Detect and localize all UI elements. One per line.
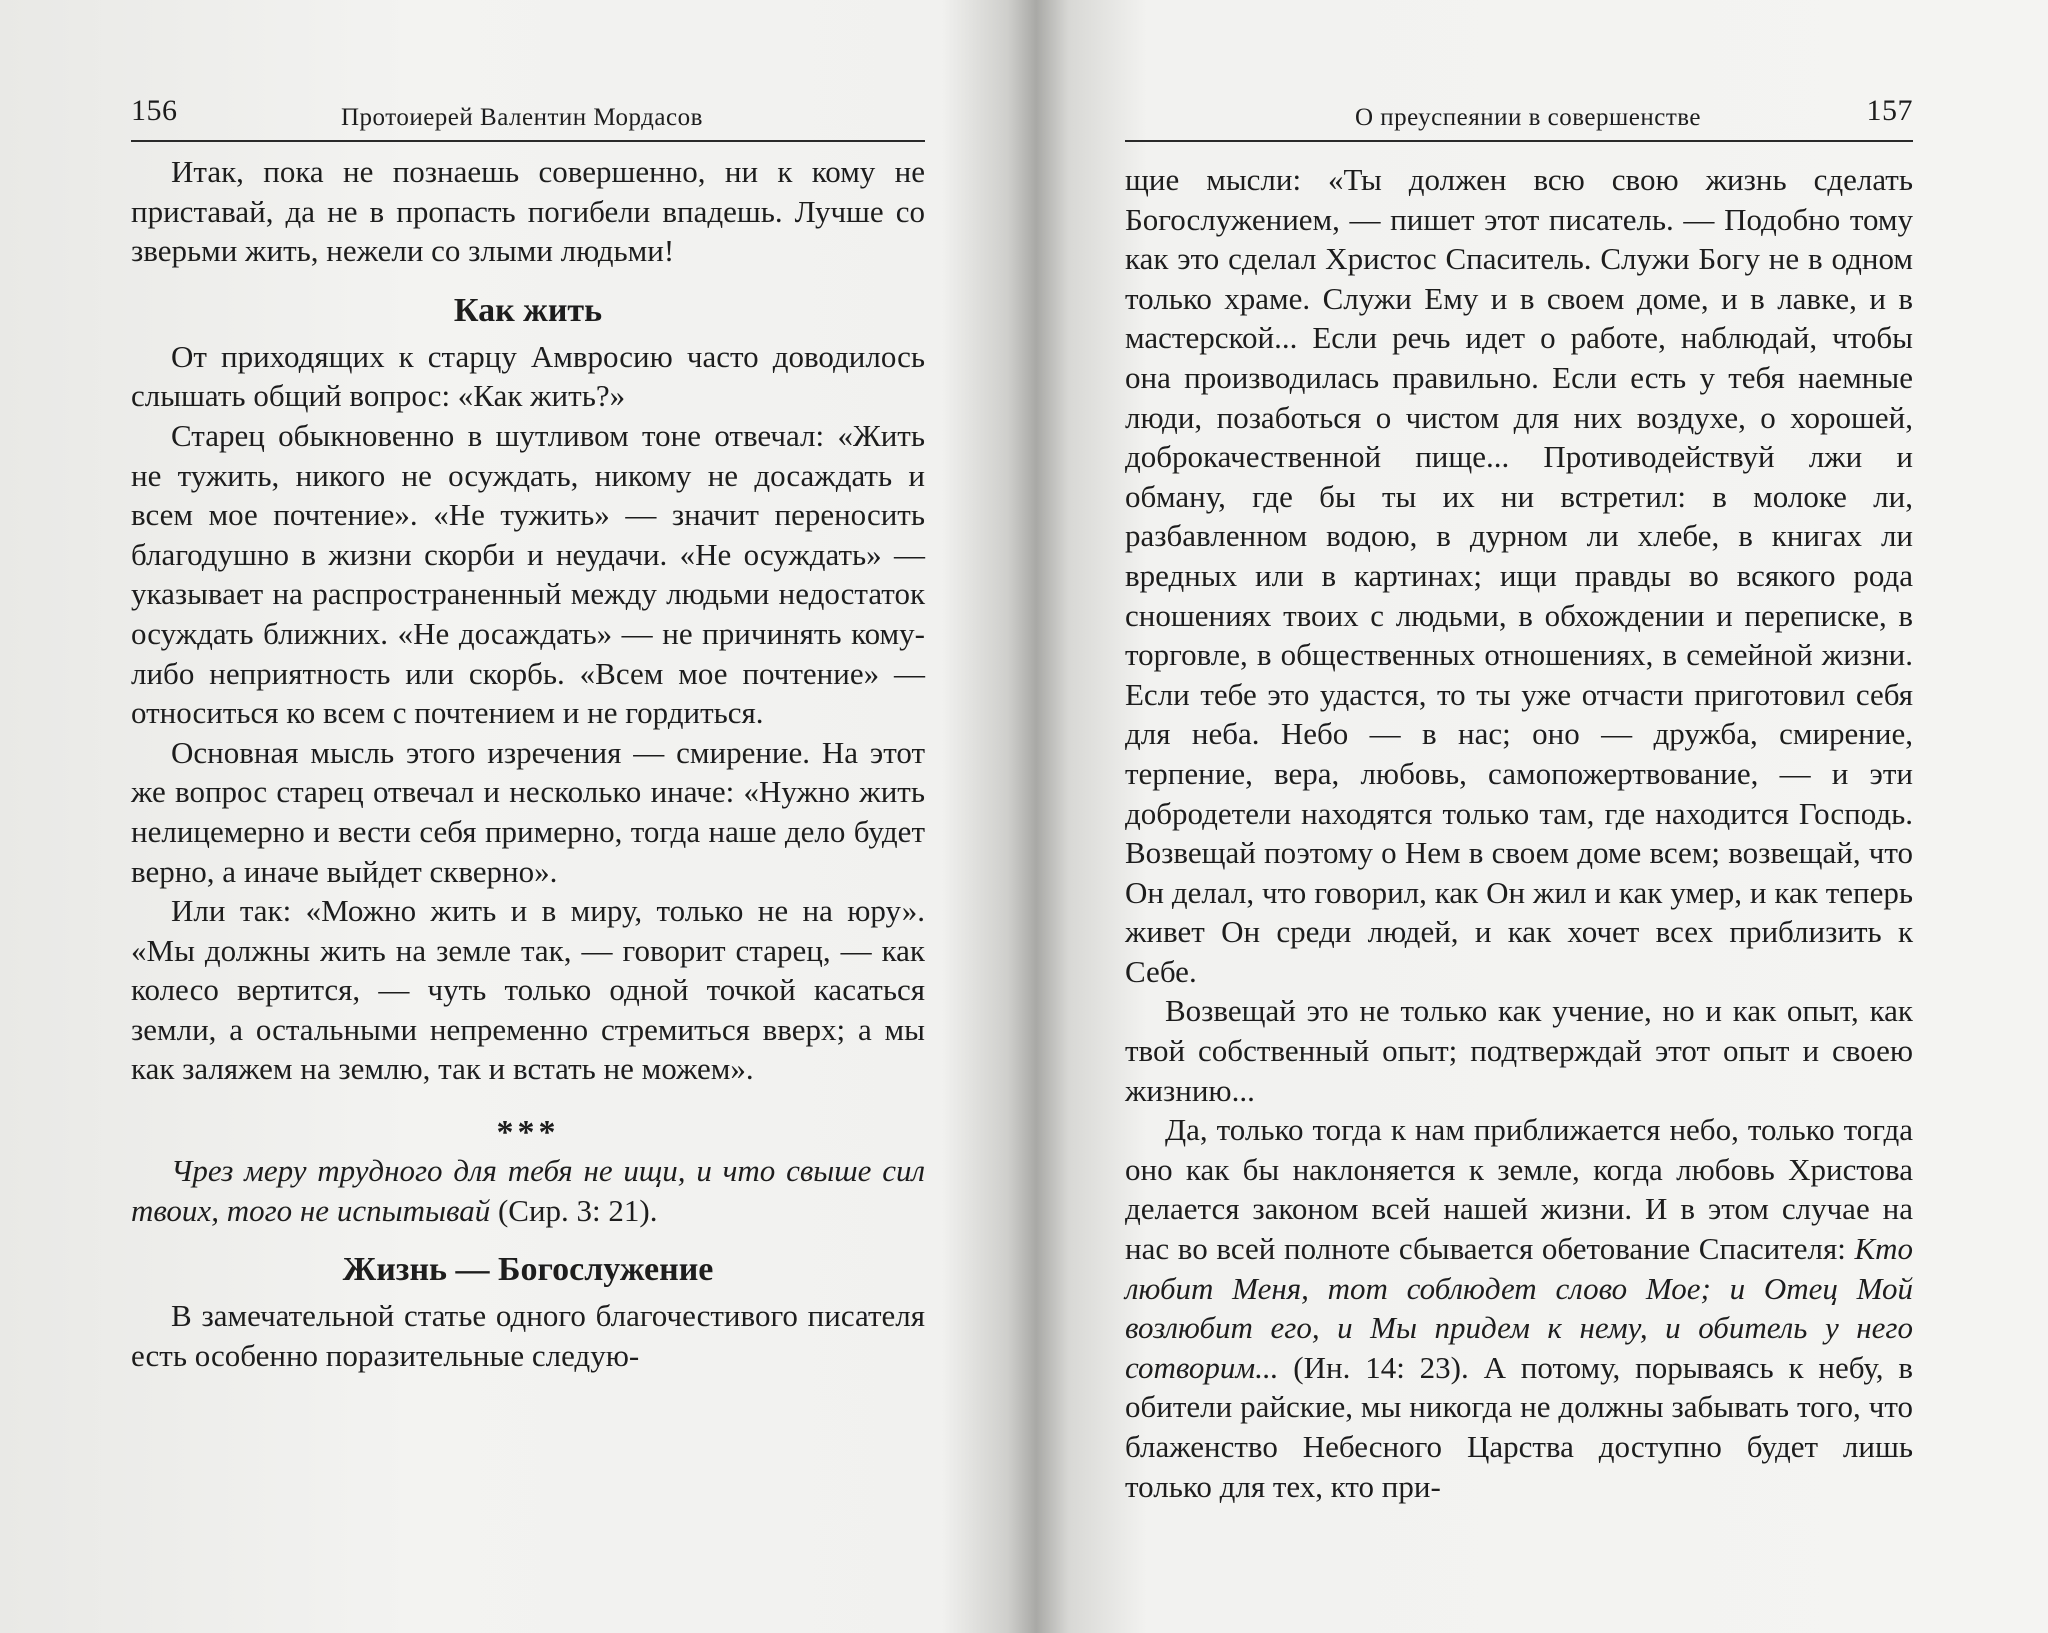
section-heading: Жизнь — Богослужение bbox=[342, 1251, 714, 1289]
paragraph: Или так: «Можно жить и в миру, только не на юру». «Мы должны жить на земле так, — говорит старец, — как колесо вертится, — чуть только одной точкой касаться земли, а остальными непременно стремиться вверх; а мы как заляжем на землю, так и встать не можем». bbox=[131, 893, 925, 1087]
quote-reference: (Сир. 3: 21). bbox=[490, 1192, 658, 1228]
paragraph-text: (Ин. 14: 23). А потому, порываясь к небу, в обители райские, мы никогда не должны забывать того, что блаженство Небесного Царства доступно будет лишь только для тех, кто при- bbox=[1125, 1349, 1913, 1504]
quote-text: Чрез меру трудного для тебя не ищи, и что свыше сил твоих, того не испытывай bbox=[131, 1153, 925, 1228]
paragraph: Старец обыкновенно в шутливом тоне отвечал: «Жить не тужить, никого не осуждать, никому не досаждать и всем мое почтение». «Не тужить» — значит переносить благодушно в жизни скорби и неудачи. «Не осуждать» — указывает на распространенный между людьми недостаток осуждать ближних. «Не досаждать» — не причинять кому-либо неприятность или скорбь. «Всем мое почтение» — относиться ко всем с почтением и не гордиться. bbox=[131, 417, 925, 731]
paragraph: В замечательной статье одного благочестивого писателя есть особенно поразительные следую- bbox=[131, 1298, 925, 1373]
section-divider: *** bbox=[496, 1114, 560, 1152]
paragraph-text: Да, только тогда к нам приближается небо, только тогда оно как бы наклоняется к земле, когда любовь Христова делается законом всей нашей жизни. И в этом случае на нас во всей полноте сбывается обетование Спасителя: bbox=[1125, 1112, 1913, 1267]
paragraph: Итак, пока не познаешь совершенно, ни к кому не приставай, да не в пропасть погибели впадешь. Лучше со зверьми жить, нежели со злыми людьми! bbox=[131, 154, 925, 269]
scripture-quote bbox=[131, 1151, 925, 1230]
left-running-head bbox=[131, 92, 925, 142]
page-number: 157 bbox=[1866, 94, 1913, 127]
section-heading: Как жить bbox=[453, 291, 603, 329]
right-running-head bbox=[1125, 92, 1913, 142]
page-number: 156 bbox=[131, 94, 178, 127]
running-title: О преуспеянии в совершенстве bbox=[1355, 104, 1702, 131]
scripture-quote: Кто любит Меня, тот соблюдет слово Мое; и Отец Мой возлюбит его, и Мы придем к нему, и обитель у него сотворим... bbox=[1125, 1231, 1913, 1385]
paragraph bbox=[1125, 1110, 1913, 1506]
left-page bbox=[0, 0, 1010, 1633]
right-page-body bbox=[1125, 160, 1913, 1506]
paragraph: Возвещай это не только как учение, но и как опыт, как твой собственный опыт; подтверждай этот опыт и своею жизнию... bbox=[1125, 993, 1913, 1108]
right-page bbox=[1040, 0, 2048, 1633]
left-page-body bbox=[131, 152, 925, 1375]
running-title: Протоиерей Валентин Мордасов bbox=[341, 104, 703, 131]
paragraph: От приходящих к старцу Амвросию часто доводилось слышать общий вопрос: «Как жить?» bbox=[131, 338, 925, 414]
paragraph: Основная мысль этого изречения — смирение. На этот же вопрос старец отвечал и несколько иначе: «Нужно жить нелицемерно и вести себя примерно, тогда наше дело будет верно, а иначе выйдет скверно». bbox=[131, 734, 925, 889]
paragraph: щие мысли: «Ты должен всю свою жизнь сделать Богослужением, — пишет этот писатель. — Подобно тому как это сделал Христос Спаситель. Служи Богу не в одном только храме. Служи Ему и в своем доме, и в лавке, и в мастерской... Если речь идет о работе, наблюдай, чтобы она производилась правильно. Если есть у тебя наемные люди, позаботься о чистом для них воздухе, о хорошей, доброкачественной пище... Противодействуй лжи и обману, где бы ты их ни встретил: в молоке ли, разбавленном водою, в дурном ли хлебе, в книгах ли вредных или в картинах; ищи правды во всякого рода сношениях твоих с людьми, в обхождении и переписке, в торговле, в общественных отношениях, в семейной жизни. Если тебе это удастся, то ты уже отчасти приготовил себя для неба. Небо — в нас; оно — дружба, смирение, терпение, вера, любовь, самопожертвование, — и эти добродетели находятся только там, где находится Господь. Возвещай поэтому о Нем в своем доме всем; возвещай, что Он делал, что говорил, как Он жил и как умер, и как теперь живет Он среди людей, и как хочет всех приблизить к Себе. bbox=[1125, 162, 1913, 989]
